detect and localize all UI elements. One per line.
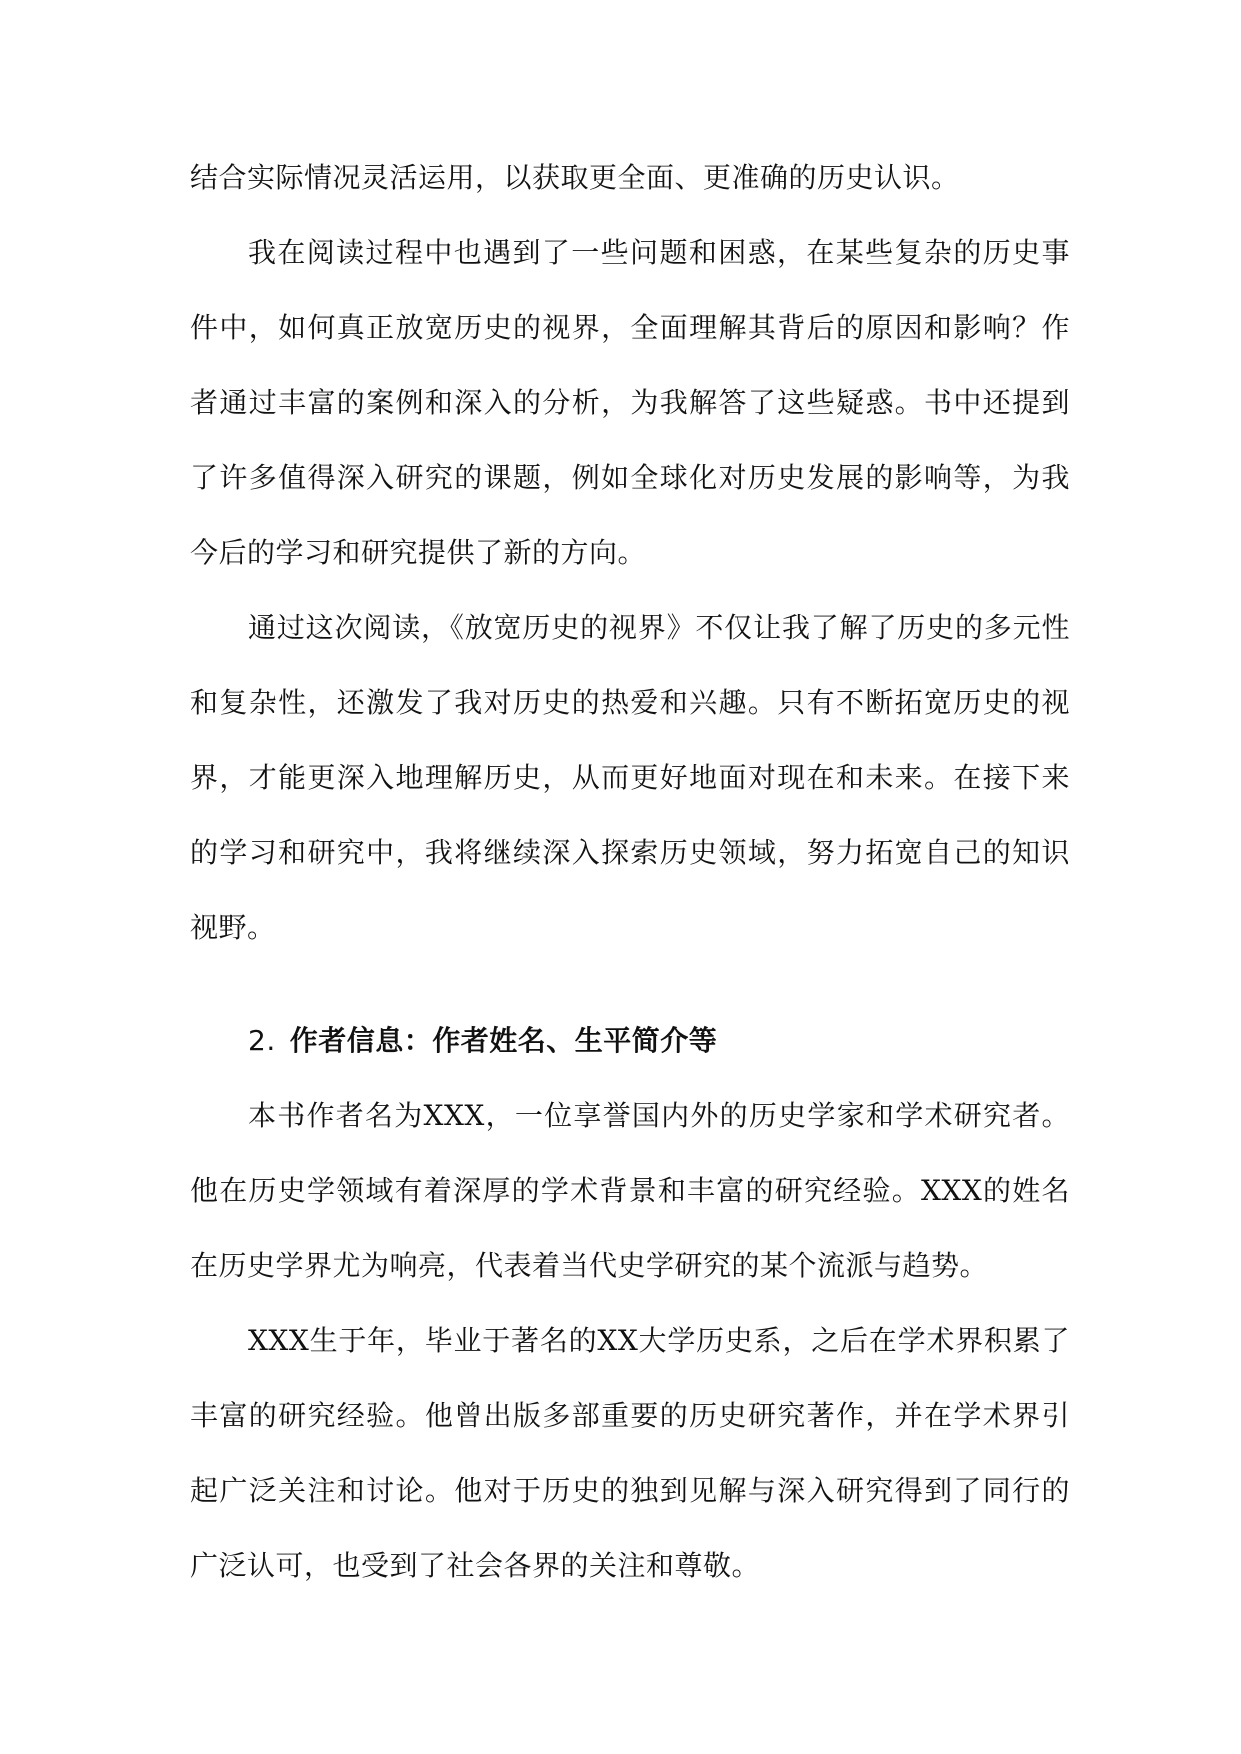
section-title: 作者信息：作者姓名、生平简介等 bbox=[289, 1024, 718, 1057]
section-heading bbox=[190, 1003, 1070, 1078]
paragraph-reading-questions: 我在阅读过程中也遇到了一些问题和困惑，在某些复杂的历史事件中，如何真正放宽历史的视界，全面理解其背后的原因和影响？作者通过丰富的案例和深入的分析，为我解答了这些疑惑。书中还提到了许多值得深入研究的课题，例如全球化对历史发展的影响等，为我今后的学习和研究提供了新的方向。 bbox=[190, 236, 1070, 569]
paragraph-author-biography: XXX生于年，毕业于著名的XX大学历史系，之后在学术界积累了丰富的研究经验。他曾出版多部重要的历史研究著作，并在学术界引起广泛关注和讨论。他对于历史的独到见解与深入研究得到了同行的广泛认可，也受到了社会各界的关注和尊敬。 bbox=[190, 1324, 1070, 1582]
paragraph-author-intro: 本书作者名为XXX，一位享誉国内外的历史学家和学术研究者。他在历史学领域有着深厚的学术背景和丰富的研究经验。XXX的姓名在历史学界尤为响亮，代表着当代史学研究的某个流派与趋势。 bbox=[190, 1099, 1070, 1282]
section-number: 2. bbox=[248, 1024, 276, 1057]
document-body bbox=[190, 140, 1070, 1603]
paragraph-continuation: 结合实际情况灵活运用，以获取更全面、更准确的历史认识。 bbox=[190, 161, 960, 194]
paragraph-reading-conclusion: 通过这次阅读，《放宽历史的视界》不仅让我了解了历史的多元性和复杂性，还激发了我对历史的热爱和兴趣。只有不断拓宽历史的视界，才能更深入地理解历史，从而更好地面对现在和未来。在接下来的学习和研究中，我将继续深入探索历史领域，努力拓宽自己的知识视野。 bbox=[190, 611, 1070, 944]
